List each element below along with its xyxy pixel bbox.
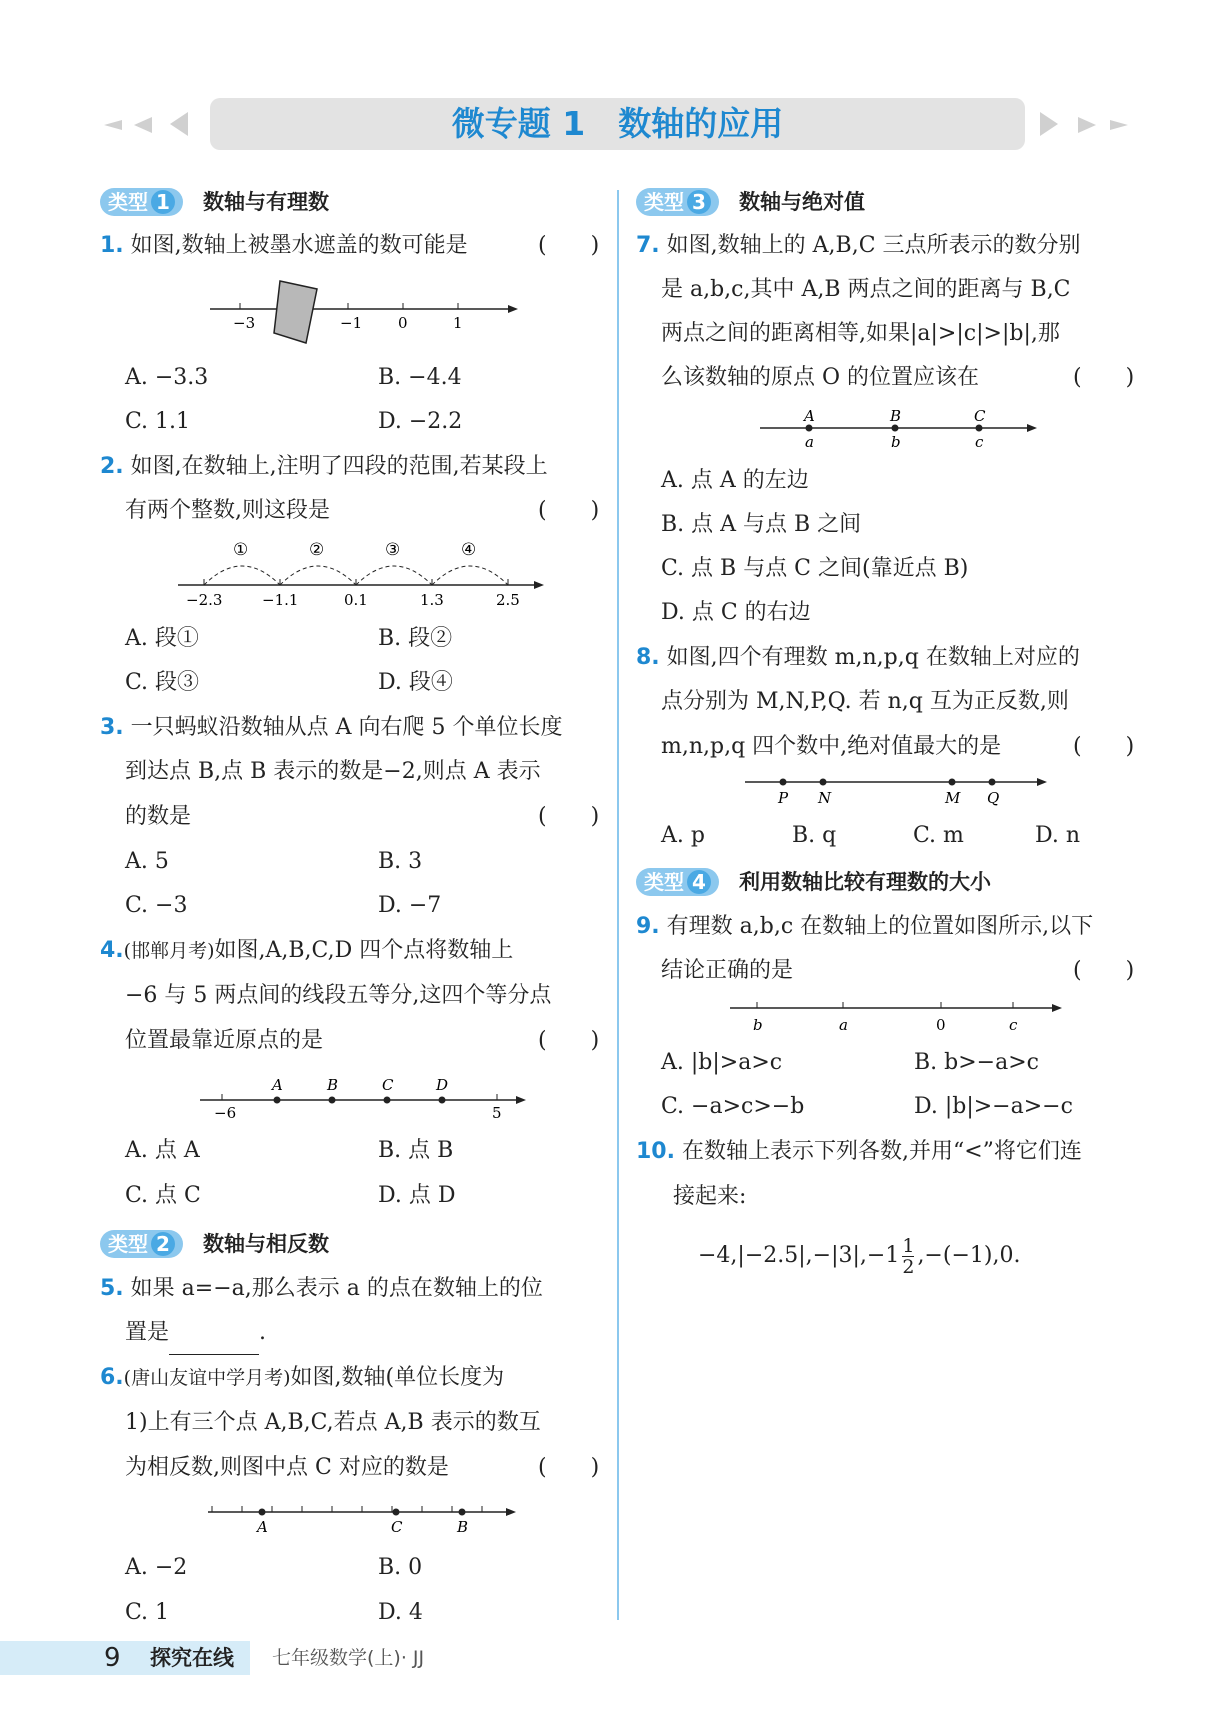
option-d: D. n — [1035, 823, 1081, 848]
point-label: B — [890, 407, 902, 425]
point-dot — [393, 1509, 400, 1516]
point-dot — [259, 1509, 266, 1516]
option-b: B. −4.4 — [378, 365, 462, 390]
section-title: 数轴与有理数 — [203, 190, 329, 214]
option-a: A. 点 A — [125, 1138, 200, 1163]
answer-paren: ( ) — [538, 804, 600, 829]
point-dot — [459, 1509, 466, 1516]
tick-label: −1 — [340, 314, 363, 332]
option-b: B. q — [792, 823, 837, 848]
arrow-right-mid-icon — [1078, 117, 1096, 133]
value-label: b — [891, 433, 901, 451]
option-a: A. 点 A 的左边 — [661, 468, 809, 493]
question-10-stem-line: 接起来: — [673, 1184, 747, 1209]
tick-label: −2.3 — [186, 591, 223, 609]
option-b: B. 0 — [378, 1555, 423, 1580]
q1-number-line — [200, 275, 520, 345]
question-10-expression: −4,|−2.5|,−|3|,−1 $\frac{1}{2}$ ,−(−1),0. — [698, 1234, 1021, 1278]
footer-book-title: 七年级数学(上)· JJ — [272, 1647, 425, 1669]
question-3-stem-line: 到达点 B,点 B 表示的数是−2,则点 A 表示 — [125, 759, 541, 784]
question-8-stem-line: m,n,p,q 四个数中,绝对值最大的是 — [661, 734, 1002, 759]
tick-label: 2.5 — [496, 591, 520, 609]
section-header-1 — [100, 186, 329, 216]
option-d: D. −7 — [378, 893, 442, 918]
option-a: A. 段① — [125, 626, 199, 651]
option-b: B. 点 B — [378, 1138, 454, 1163]
segment-label: ② — [309, 540, 325, 560]
tick-label: 0.1 — [344, 591, 368, 609]
point-dot — [949, 779, 956, 786]
segment-label: ① — [233, 540, 249, 560]
point-label: B — [457, 1518, 469, 1536]
arrow-left-large-icon — [170, 112, 188, 136]
q8-number-line — [740, 770, 1055, 812]
question-3-stem-line: 的数是 — [125, 804, 192, 829]
point-label: A — [257, 1518, 268, 1536]
column-divider — [617, 190, 619, 1620]
question-9-stem-line: 结论正确的是 — [661, 958, 794, 983]
question-7-stem: 7. 如图,数轴上的 A,B,C 三点所表示的数分别 — [636, 233, 1081, 258]
section-header-3 — [636, 186, 865, 216]
question-4-stem: 4.(邯郸月考)如图,A,B,C,D 四个点将数轴上 — [100, 938, 514, 963]
point-dot — [989, 779, 996, 786]
section-badge: 类型 2 — [100, 1230, 183, 1258]
answer-paren: ( ) — [1073, 365, 1135, 390]
point-label: C — [974, 407, 986, 425]
section-title: 利用数轴比较有理数的大小 — [739, 870, 991, 894]
section-header-2 — [100, 1228, 329, 1258]
q6-number-line — [200, 1494, 520, 1544]
option-b: B. 段② — [378, 626, 453, 651]
tick-label: −1.1 — [262, 591, 299, 609]
answer-paren: ( ) — [538, 233, 600, 258]
option-c: C. −3 — [125, 893, 188, 918]
option-d: D. |b|>−a>−c — [914, 1094, 1073, 1119]
q2-number-line — [170, 535, 550, 610]
option-d: D. 点 D — [378, 1183, 456, 1208]
option-d: D. −2.2 — [378, 409, 463, 434]
point-dot — [780, 779, 787, 786]
tick-label: a — [839, 1016, 848, 1034]
question-4-stem-line: −6 与 5 两点间的线段五等分,这四个等分点 — [125, 983, 552, 1008]
question-10-stem: 10. 在数轴上表示下列各数,并用“<”将它们连 — [636, 1139, 1082, 1164]
question-5-stem: 5. 如果 a=−a,那么表示 a 的点在数轴上的位 — [100, 1276, 543, 1301]
tick-label: 5 — [492, 1104, 502, 1122]
arrow-left-mid-icon — [134, 117, 152, 133]
answer-blank[interactable] — [169, 1324, 259, 1355]
option-a: A. 5 — [125, 849, 169, 874]
answer-paren: ( ) — [538, 1455, 600, 1480]
option-a: A. p — [661, 823, 705, 848]
tick-label: −3 — [233, 314, 256, 332]
option-c: C. 点 C — [125, 1183, 201, 1208]
page-number: 9 — [104, 1643, 121, 1673]
point-label: Q — [987, 789, 1000, 807]
question-5-stem-line: 置是 . — [125, 1311, 266, 1355]
section-badge: 类型 4 — [636, 868, 719, 896]
arrow-left-small-icon — [104, 120, 122, 130]
point-label: B — [327, 1076, 339, 1094]
tick-label: 0 — [936, 1016, 946, 1034]
option-b: B. 3 — [378, 849, 423, 874]
tick-label: 0 — [398, 314, 408, 332]
point-dot — [384, 1097, 391, 1104]
question-2-stem: 2. 如图,在数轴上,注明了四段的范围,若某段上 — [100, 454, 548, 479]
point-label: P — [778, 789, 789, 807]
footer-brand: 探究在线 — [150, 1646, 234, 1670]
option-a: A. −3.3 — [125, 365, 209, 390]
question-7-stem-line: 两点之间的距离相等,如果|a|>|c|>|b|,那 — [661, 321, 1060, 346]
section-badge: 类型 3 — [636, 188, 719, 216]
point-label: D — [436, 1076, 449, 1094]
tick-label: 1 — [453, 314, 463, 332]
section-title: 数轴与相反数 — [203, 1232, 329, 1256]
tick-label: b — [753, 1016, 763, 1034]
q7-number-line — [755, 404, 1045, 454]
fraction: $\frac{1}{2}$ — [902, 1234, 915, 1278]
question-1-stem: 1. 如图,数轴上被墨水遮盖的数可能是 — [100, 233, 468, 258]
option-b: B. b>−a>c — [914, 1050, 1039, 1075]
answer-paren: ( ) — [1073, 734, 1135, 759]
segment-label: ④ — [461, 540, 477, 560]
point-label: N — [818, 789, 832, 807]
segment-label: ③ — [385, 540, 401, 560]
point-dot — [976, 425, 983, 432]
tick-label: −6 — [214, 1104, 237, 1122]
question-4-stem-line: 位置最靠近原点的是 — [125, 1028, 324, 1053]
question-6-stem-line: 为相反数,则图中点 C 对应的数是 — [125, 1455, 449, 1480]
tick-label: 1.3 — [420, 591, 444, 609]
option-d: D. 段④ — [378, 670, 453, 695]
arrow-right-small-icon — [1110, 120, 1128, 130]
point-dot — [274, 1097, 281, 1104]
answer-paren: ( ) — [1073, 958, 1135, 983]
option-b: B. 点 A 与点 B 之间 — [661, 512, 862, 537]
option-c: C. 点 B 与点 C 之间(靠近点 B) — [661, 556, 969, 581]
point-label: A — [804, 407, 815, 425]
ink-blot — [274, 281, 317, 343]
section-badge: 类型 1 — [100, 188, 183, 216]
point-dot — [806, 425, 813, 432]
page-title-banner — [210, 98, 1025, 150]
tick-label: c — [1009, 1016, 1018, 1034]
answer-paren: ( ) — [538, 1028, 600, 1053]
point-dot — [820, 779, 827, 786]
point-dot — [329, 1097, 336, 1104]
question-8-stem: 8. 如图,四个有理数 m,n,p,q 在数轴上对应的 — [636, 645, 1080, 670]
option-a: A. −2 — [125, 1555, 188, 1580]
question-7-stem-line: 是 a,b,c,其中 A,B 两点之间的距离与 B,C — [661, 277, 1071, 302]
point-label: C — [382, 1076, 394, 1094]
question-9-stem: 9. 有理数 a,b,c 在数轴上的位置如图所示,以下 — [636, 914, 1094, 939]
q9-number-line — [725, 996, 1070, 1040]
option-d: D. 4 — [378, 1600, 423, 1625]
point-dot — [892, 425, 899, 432]
question-3-stem: 3. 一只蚂蚁沿数轴从点 A 向右爬 5 个单位长度 — [100, 715, 563, 740]
q4-number-line — [195, 1068, 535, 1126]
answer-paren: ( ) — [538, 498, 600, 523]
question-2-stem-line: 有两个整数,则这段是 — [125, 498, 330, 523]
value-label: a — [805, 433, 814, 451]
option-c: C. 1 — [125, 1600, 170, 1625]
point-dot — [439, 1097, 446, 1104]
option-c: C. 1.1 — [125, 409, 191, 434]
option-d: D. 点 C 的右边 — [661, 600, 811, 625]
option-c: C. −a>c>−b — [661, 1094, 805, 1119]
point-label: M — [945, 789, 961, 807]
section-header-4 — [636, 866, 991, 896]
option-c: C. m — [913, 823, 964, 848]
arrow-right-large-icon — [1040, 112, 1058, 136]
page-title: 微专题 1 数轴的应用 — [451, 104, 784, 143]
question-7-stem-line: 么该数轴的原点 O 的位置应该在 — [661, 365, 980, 390]
value-label: c — [975, 433, 984, 451]
section-title: 数轴与绝对值 — [739, 190, 865, 214]
point-label: A — [272, 1076, 283, 1094]
question-8-stem-line: 点分别为 M,N,P,Q. 若 n,q 互为正反数,则 — [661, 689, 1069, 714]
point-label: C — [391, 1518, 403, 1536]
question-6-stem-line: 1)上有三个点 A,B,C,若点 A,B 表示的数互 — [125, 1410, 541, 1435]
option-a: A. |b|>a>c — [661, 1050, 783, 1075]
option-c: C. 段③ — [125, 670, 200, 695]
question-6-stem: 6.(唐山友谊中学月考)如图,数轴(单位长度为 — [100, 1365, 505, 1390]
